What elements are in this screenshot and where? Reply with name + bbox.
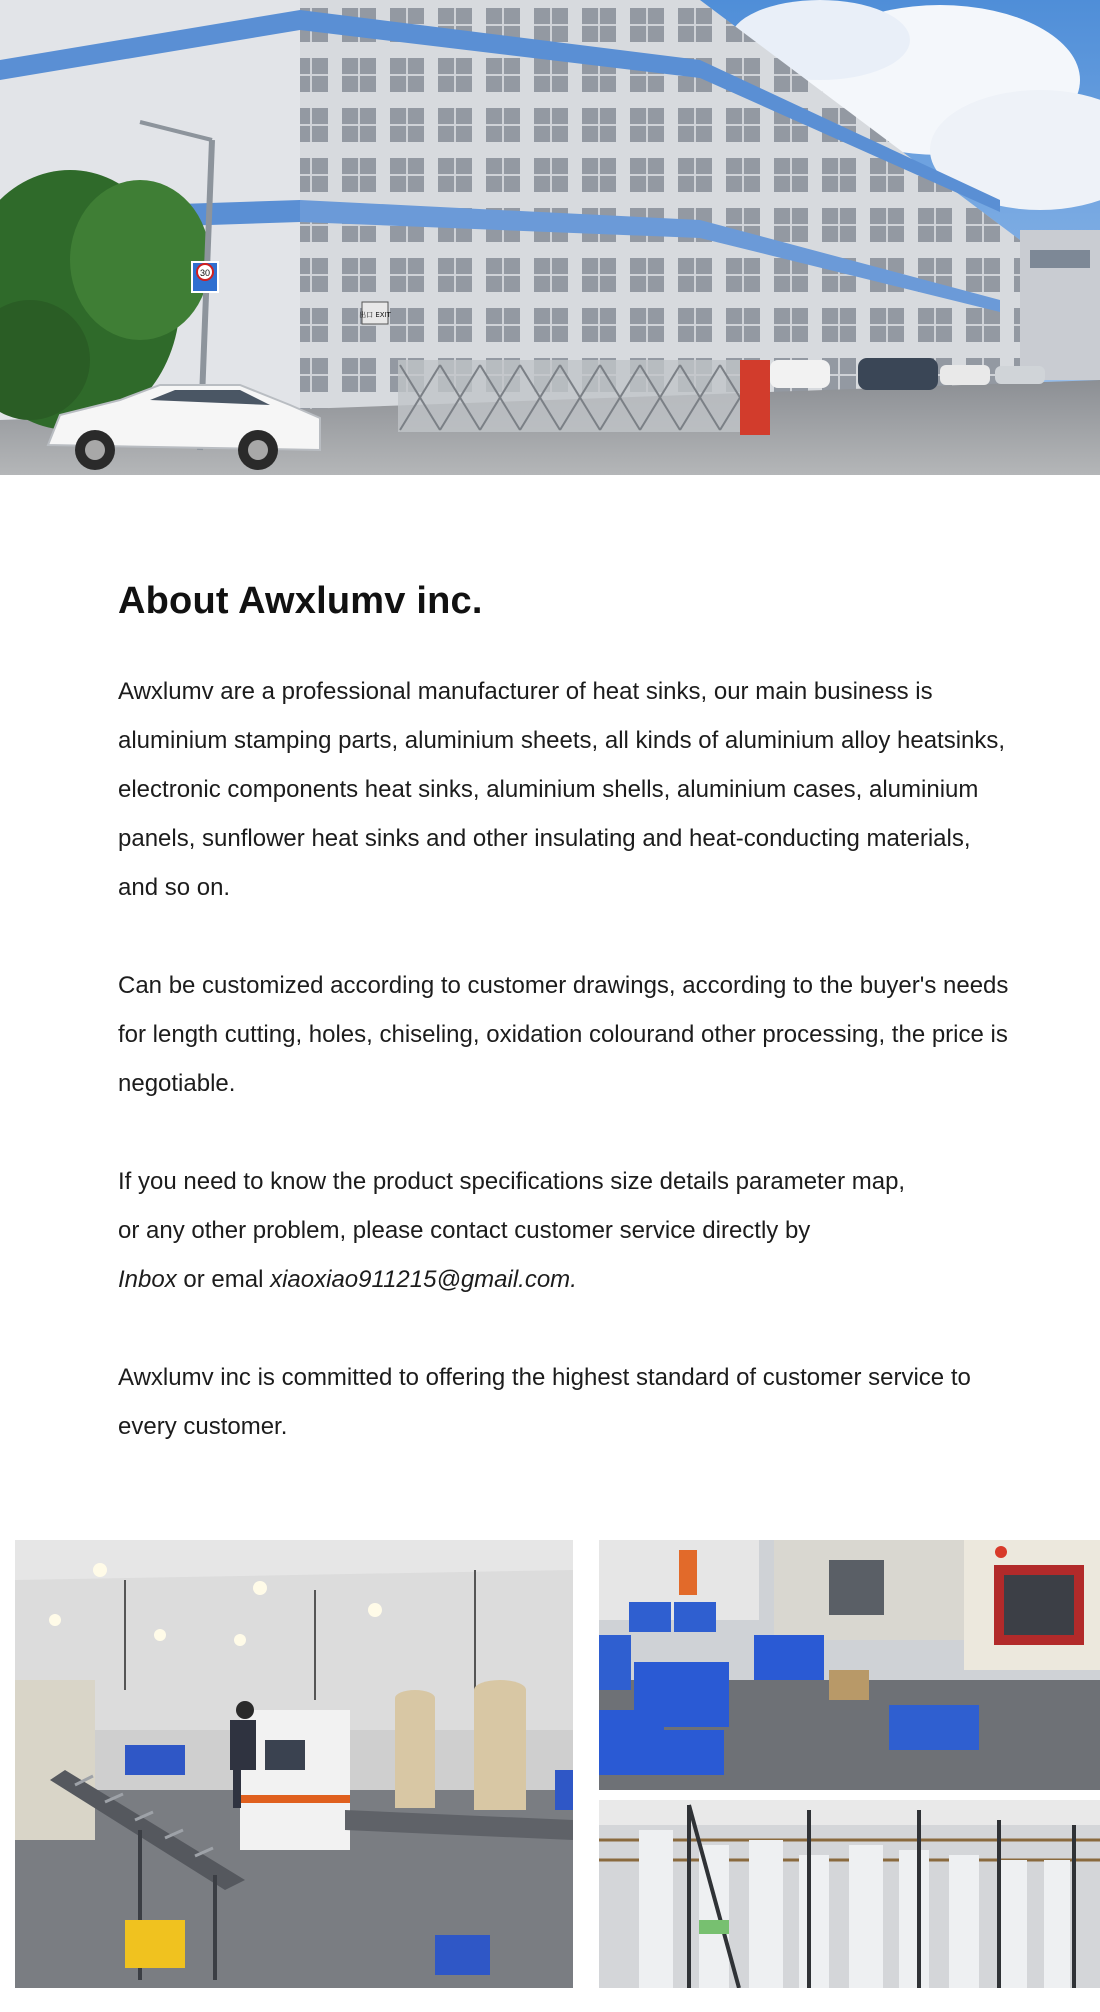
text-line: negotiable. xyxy=(118,1070,236,1097)
page-title: About Awxlumv inc. xyxy=(118,580,483,622)
text-line: panels, sunflower heat sinks and other insulating and heat-conducting materials, xyxy=(118,825,971,852)
factory-exterior-photo xyxy=(0,0,1100,475)
text-line: Can be customized according to customer drawings, according to the buyer's needs xyxy=(118,972,1009,999)
period: . xyxy=(570,1266,577,1293)
text-line: Awxlumv inc is committed to offering the highest standard of customer service to xyxy=(118,1364,971,1391)
contact-paragraph xyxy=(118,1157,1018,1304)
exit-sign: 出口 EXIT xyxy=(359,311,391,319)
text-line: electronic components heat sinks, aluminium shells, aluminium cases, aluminium xyxy=(118,776,979,803)
commitment-paragraph xyxy=(118,1353,1018,1451)
email-link[interactable]: xiaoxiao911215@gmail.com xyxy=(270,1266,571,1293)
customization-paragraph xyxy=(118,961,1018,1108)
text-line: every customer. xyxy=(118,1413,288,1440)
text-line: and so on. xyxy=(118,874,231,901)
text-line: aluminium stamping parts, aluminium sheets, all kinds of aluminium alloy heatsinks, xyxy=(118,727,1006,754)
text-line: Awxlumv are a professional manufacturer of heat sinks, our main business is xyxy=(118,678,933,705)
workshop-machines-photo xyxy=(15,1540,573,1988)
text-line: or any other problem, please contact customer service directly by xyxy=(118,1217,811,1244)
about-section xyxy=(118,580,1018,1500)
intro-paragraph xyxy=(118,667,1018,912)
aluminum-profile-racks-photo xyxy=(599,1800,1100,1988)
text-line: for length cutting, holes, chiseling, oxidation colourand other processing, the price is xyxy=(118,1021,1008,1048)
or-email-text: or emal xyxy=(176,1266,271,1293)
speed-limit-sign: 30 xyxy=(199,268,211,278)
contact-line xyxy=(118,1255,1018,1304)
text-line: If you need to know the product specifications size details parameter map, xyxy=(118,1168,906,1195)
inbox-link[interactable]: Inbox xyxy=(118,1266,177,1293)
cnc-machines-photo xyxy=(599,1540,1100,1790)
